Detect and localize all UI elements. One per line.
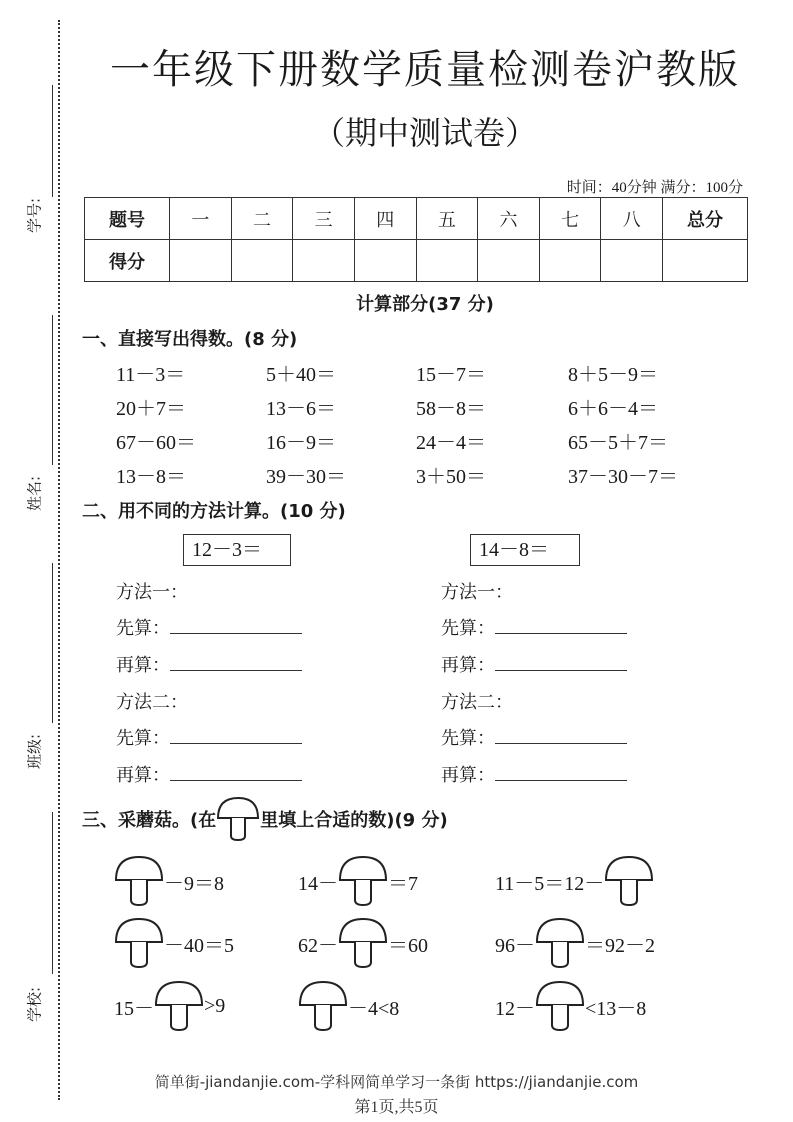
part3-heading-after: 里填上合适的数)(9 分) xyxy=(260,810,448,831)
equation: 8＋5－9＝ xyxy=(568,364,658,386)
score-col: 八 xyxy=(601,198,663,240)
equation: 67－60＝ xyxy=(116,432,196,454)
expr-before: 15－ xyxy=(114,997,154,1020)
mushroom-answer-icon[interactable] xyxy=(298,980,348,1032)
score-cell[interactable] xyxy=(354,240,416,282)
score-table-row-score xyxy=(85,240,748,282)
mushroom-answer-icon[interactable] xyxy=(154,980,204,1032)
side-label-class: 班级: xyxy=(25,733,44,770)
method-one-label: 方法一： xyxy=(441,582,513,603)
equation: 11－3＝ xyxy=(116,364,186,386)
mushroom-problem xyxy=(114,917,234,969)
equation: 16－9＝ xyxy=(266,432,336,454)
answer-blank[interactable] xyxy=(170,762,302,781)
expr-after: ＝60 xyxy=(388,934,428,957)
first-step-row xyxy=(116,614,302,640)
binding-dotted-line xyxy=(58,20,60,1100)
equation: 39－30＝ xyxy=(266,466,346,488)
expr-after: ＝92－2 xyxy=(585,934,655,957)
side-label-student-number: 学号: xyxy=(25,197,44,234)
score-col: 三 xyxy=(293,198,355,240)
exam-meta: 时间：40分钟 满分：100分 xyxy=(566,180,743,196)
score-table xyxy=(84,197,748,282)
side-field-student-number xyxy=(16,85,52,235)
answer-blank[interactable] xyxy=(170,725,302,744)
then-step-row xyxy=(116,761,302,787)
score-col: 五 xyxy=(416,198,478,240)
expr-before: 62－ xyxy=(298,934,338,957)
equation: 15－7＝ xyxy=(416,364,486,386)
problem-box-left: 12－3＝ xyxy=(183,534,291,566)
first-step-row xyxy=(116,724,302,750)
equation: 58－8＝ xyxy=(416,398,486,420)
problem-box-right: 14－8＝ xyxy=(470,534,580,566)
mushroom-problem xyxy=(495,917,655,969)
equation: 6＋6－4＝ xyxy=(568,398,658,420)
expr-after: －4<8 xyxy=(348,997,400,1020)
part2-heading: 二、用不同的方法计算。(10 分) xyxy=(82,501,346,522)
expr-before: 96－ xyxy=(495,934,535,957)
score-table-row-question xyxy=(85,198,748,240)
mushroom-problem xyxy=(298,980,399,1032)
score-table-head-score: 得分 xyxy=(85,240,170,282)
side-field-name xyxy=(16,315,52,515)
score-cell[interactable] xyxy=(170,240,232,282)
expr-after: ＝7 xyxy=(388,872,418,895)
equation: 20＋7＝ xyxy=(116,398,186,420)
equation: 13－6＝ xyxy=(266,398,336,420)
mushroom-answer-icon[interactable] xyxy=(338,855,388,907)
then-step-row xyxy=(441,651,627,677)
expr-before: 12－ xyxy=(495,997,535,1020)
score-col: 四 xyxy=(354,198,416,240)
equation: 24－4＝ xyxy=(416,432,486,454)
method-two-label: 方法二： xyxy=(441,692,513,713)
mushroom-problem xyxy=(495,855,654,907)
side-field-school xyxy=(16,812,52,1022)
method-one-label: 方法一： xyxy=(116,582,188,603)
expr-before: 14－ xyxy=(298,872,338,895)
page-subtitle: （期中测试卷） xyxy=(312,114,537,152)
score-col: 二 xyxy=(231,198,293,240)
equation: 13－8＝ xyxy=(116,466,186,488)
mushroom-problem xyxy=(298,917,428,969)
mushroom-problem xyxy=(298,855,418,907)
mushroom-problem xyxy=(114,980,225,1032)
first-step-row xyxy=(441,724,627,750)
answer-blank[interactable] xyxy=(170,652,302,671)
mushroom-answer-icon[interactable] xyxy=(338,917,388,969)
part3-heading xyxy=(82,796,448,842)
expr-after: －40＝5 xyxy=(164,934,234,957)
score-cell[interactable] xyxy=(478,240,540,282)
score-col-total: 总分 xyxy=(663,198,748,240)
answer-blank[interactable] xyxy=(495,725,627,744)
method-two-label: 方法二： xyxy=(116,692,188,713)
score-table-head-question: 题号 xyxy=(85,198,170,240)
answer-blank[interactable] xyxy=(495,615,627,634)
expr-after: <13－8 xyxy=(585,997,647,1020)
mushroom-answer-icon[interactable] xyxy=(114,917,164,969)
mushroom-answer-icon[interactable] xyxy=(535,917,585,969)
score-cell[interactable] xyxy=(293,240,355,282)
then-step-label: 再算： xyxy=(116,765,170,786)
expr-before: 11－5＝12－ xyxy=(495,872,605,895)
expr-after: －9＝8 xyxy=(164,872,224,895)
answer-blank[interactable] xyxy=(495,652,627,671)
mushroom-answer-icon[interactable] xyxy=(535,980,585,1032)
then-step-row xyxy=(116,651,302,677)
page-title: 一年级下册数学质量检测卷沪教版 xyxy=(110,47,740,93)
side-label-name: 姓名: xyxy=(25,475,44,512)
mushroom-icon xyxy=(216,796,260,842)
mushroom-problem xyxy=(495,980,646,1032)
mushroom-answer-icon[interactable] xyxy=(604,855,654,907)
class-blank[interactable] xyxy=(52,563,53,723)
first-step-label: 先算： xyxy=(116,728,170,749)
score-col: 一 xyxy=(170,198,232,240)
score-cell[interactable] xyxy=(663,240,748,282)
equation: 5＋40＝ xyxy=(266,364,336,386)
first-step-label: 先算： xyxy=(441,728,495,749)
side-field-class xyxy=(16,563,52,773)
mushroom-answer-icon[interactable] xyxy=(114,855,164,907)
part1-heading: 一、直接写出得数。(8 分) xyxy=(82,329,298,350)
mushroom-problem xyxy=(114,855,224,907)
score-col: 六 xyxy=(478,198,540,240)
then-step-label: 再算： xyxy=(441,655,495,676)
then-step-label: 再算： xyxy=(441,765,495,786)
footer-source-line: 简单街-jiandanjie.com-学科网简单学习一条街 https://jiandanjie.com xyxy=(154,1073,639,1091)
score-cell[interactable] xyxy=(539,240,601,282)
score-col: 七 xyxy=(539,198,601,240)
footer-page-number: 第1页,共5页 xyxy=(354,1099,439,1116)
side-label-school: 学校: xyxy=(25,986,44,1023)
first-step-label: 先算： xyxy=(116,618,170,639)
score-cell[interactable] xyxy=(416,240,478,282)
section-title: 计算部分(37 分) xyxy=(356,294,494,315)
score-cell[interactable] xyxy=(231,240,293,282)
then-step-row xyxy=(441,761,627,787)
then-step-label: 再算： xyxy=(116,655,170,676)
equation: 65－5＋7＝ xyxy=(568,432,668,454)
equation: 3＋50＝ xyxy=(416,466,486,488)
score-cell[interactable] xyxy=(601,240,663,282)
first-step-label: 先算： xyxy=(441,618,495,639)
school-blank[interactable] xyxy=(52,812,53,974)
name-blank[interactable] xyxy=(52,315,53,465)
student-number-blank[interactable] xyxy=(52,85,53,197)
expr-after: >9 xyxy=(204,994,226,1017)
equation: 37－30－7＝ xyxy=(568,466,678,488)
part3-heading-before: 三、采蘑菇。(在 xyxy=(82,810,217,831)
answer-blank[interactable] xyxy=(170,615,302,634)
answer-blank[interactable] xyxy=(495,762,627,781)
first-step-row xyxy=(441,614,627,640)
